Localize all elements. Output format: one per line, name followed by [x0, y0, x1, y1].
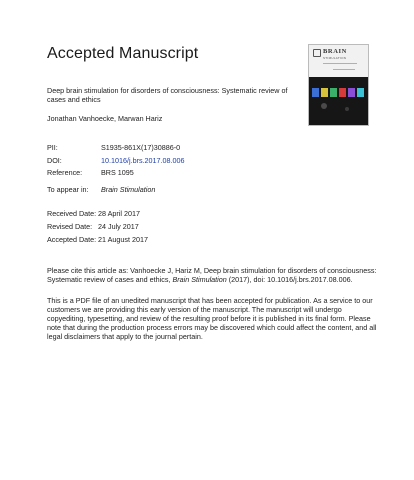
cover-divider	[323, 63, 357, 64]
revised-date: 24 July 2017	[98, 222, 139, 231]
page-heading: Accepted Manuscript	[47, 45, 199, 62]
citation-doi-text: (2017), doi: 10.1016/j.brs.2017.08.006.	[226, 275, 353, 285]
cover-divider	[333, 69, 355, 70]
reference-value: BRS 1095	[101, 168, 134, 177]
received-date: 28 April 2017	[98, 209, 140, 218]
meta-label: DOI:	[47, 156, 62, 165]
cover-image-strip	[312, 88, 365, 97]
cover-journal-name: BRAIN	[323, 48, 347, 55]
article-title: Deep brain stimulation for disorders of consciousness: Systematic review of cases and ethics	[47, 86, 288, 105]
meta-label: PII:	[47, 143, 58, 152]
cover-image-tile	[357, 88, 364, 97]
cover-image-tile	[330, 88, 337, 97]
citation-paragraph	[47, 266, 379, 284]
meta-label: Reference:	[47, 168, 83, 177]
publisher-logo-icon	[313, 49, 321, 57]
doi-link[interactable]: 10.1016/j.brs.2017.08.006	[101, 156, 185, 165]
meta-label: Received Date:	[47, 209, 97, 218]
cover-image-tile	[348, 88, 355, 97]
cover-decoration-icon	[345, 107, 349, 111]
cover-image-tile	[312, 88, 319, 97]
accepted-date: 21 August 2017	[98, 235, 148, 244]
journal-cover-image	[308, 44, 369, 126]
meta-label: To appear in:	[47, 185, 89, 194]
meta-label: Revised Date:	[47, 222, 93, 231]
cover-image-tile	[339, 88, 346, 97]
pii-value: S1935-861X(17)30886-0	[101, 143, 181, 152]
citation-text: Please cite this article as: Vanhoecke J, Hariz M, Deep brain stimulation for disorders of consciousness: Systematic review of cases and ethics,	[47, 266, 377, 285]
meta-label: Accepted Date:	[47, 235, 97, 244]
journal-name: Brain Stimulation	[101, 185, 156, 194]
cover-decoration-icon	[321, 103, 327, 109]
disclaimer-paragraph: This is a PDF file of an unedited manuscript that has been accepted for publication. As a service to our customers we are providing this early version of the manuscript. The manuscript will undergo copyediting, typesetting, and review of the resulting proof before it is published in its final form. Please note that during the production process errors may be discovered which could affect the content, and all legal disclaimers that apply to the journal pertain.	[47, 296, 377, 342]
cover-image-tile	[321, 88, 328, 97]
cover-journal-subtitle: STIMULATION	[323, 56, 347, 60]
cover-header	[309, 45, 368, 77]
article-authors: Jonathan Vanhoecke, Marwan Hariz	[47, 114, 163, 123]
citation-journal: Brain Stimulation	[172, 275, 227, 285]
